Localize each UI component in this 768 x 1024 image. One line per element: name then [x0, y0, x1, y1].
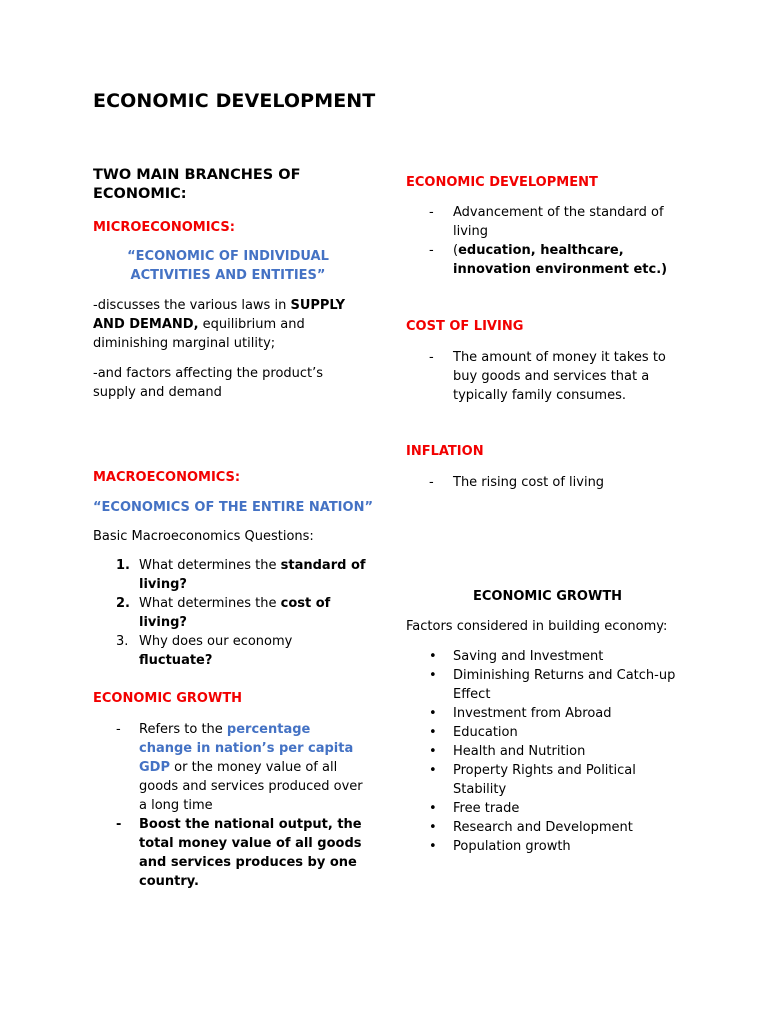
micro-paragraph-factors: -and factors affecting the product’s supply and demand [93, 366, 324, 400]
bullet-marker: • [429, 801, 437, 816]
question-text: What determines the [139, 558, 281, 573]
micro-p1-supply-demand: SUPPLY AND DEMAND, [93, 298, 346, 332]
development-item2-bold: education, healthcare, innovation environment etc.) [453, 243, 668, 277]
list-item [429, 241, 684, 279]
dash-marker: - [429, 205, 434, 220]
page-title: ECONOMIC DEVELOPMENT [93, 90, 376, 112]
macroeconomics-heading: MACROECONOMICS: [93, 470, 241, 485]
micro-p1-text-a: -discusses the various laws in [93, 298, 291, 313]
list-item [429, 647, 679, 666]
list-item [116, 632, 366, 670]
list-item [429, 799, 679, 818]
macro-questions-intro: Basic Macroeconomics Questions: [93, 529, 314, 544]
dash-marker: - [429, 243, 434, 258]
economic-development-heading: ECONOMIC DEVELOPMENT [406, 175, 598, 190]
development-item1: Advancement of the standard of living [453, 205, 664, 239]
list-item [116, 594, 366, 632]
inflation-item1: The rising cost of living [453, 475, 605, 490]
factor-text: Population growth [453, 839, 571, 854]
list-item [429, 203, 684, 241]
list-item [429, 723, 679, 742]
list-item [116, 720, 366, 815]
dash-marker: - [429, 475, 434, 490]
bullet-marker: • [429, 725, 437, 740]
question-text: What determines the [139, 596, 281, 611]
microeconomics-quote: “ECONOMIC OF INDIVIDUAL ACTIVITIES AND ENTITIES” [127, 249, 329, 283]
bullet-marker: • [429, 668, 437, 683]
bullet-marker: • [429, 763, 437, 778]
microeconomics-heading: MICROECONOMICS: [93, 220, 235, 235]
factor-text: Free trade [453, 801, 520, 816]
list-item [429, 818, 679, 837]
macroeconomics-quote: “ECONOMICS OF THE ENTIRE NATION” [93, 500, 373, 515]
bullet-marker: • [429, 839, 437, 854]
factors-list [429, 647, 679, 856]
list-number: 3. [116, 634, 129, 649]
bullet-marker: • [429, 706, 437, 721]
development-item2-paren: ( [453, 243, 459, 258]
macro-questions-list [116, 556, 366, 670]
bullet-marker: • [429, 820, 437, 835]
factor-text: Diminishing Returns and Catch-up Effect [453, 668, 676, 702]
list-item [116, 815, 366, 891]
development-list [429, 203, 684, 279]
list-item [429, 348, 669, 405]
factor-text: Education [453, 725, 518, 740]
factor-text: Investment from Abroad [453, 706, 612, 721]
inflation-list [429, 473, 679, 492]
factor-text: Health and Nutrition [453, 744, 586, 759]
dash-marker: - [429, 350, 434, 365]
cost-of-living-heading: COST OF LIVING [406, 319, 524, 334]
micro-paragraph-laws [93, 296, 365, 353]
economic-growth-heading-left: ECONOMIC GROWTH [93, 691, 243, 706]
branches-heading: TWO MAIN BRANCHES OF ECONOMIC: [93, 167, 301, 202]
list-item [429, 742, 679, 761]
cost-of-living-list [429, 348, 669, 405]
growth-item2-text: Boost the national output, the total money value of all goods and services produces by one country. [139, 817, 362, 889]
list-number: 2. [116, 596, 130, 611]
question-bold: cost of living? [139, 596, 331, 630]
dash-marker: - [116, 817, 122, 832]
list-item [429, 761, 679, 799]
list-item [429, 666, 679, 704]
question-bold: standard of living? [139, 558, 366, 592]
factors-intro: Factors considered in building economy: [406, 619, 668, 634]
list-item [429, 473, 679, 492]
micro-p1-text-c: equilibrium and diminishing marginal utility; [93, 317, 305, 351]
inflation-heading: INFLATION [406, 444, 484, 459]
question-bold: fluctuate? [139, 653, 213, 668]
question-text: Why does our economy [139, 634, 293, 649]
growth-definition-list [116, 720, 366, 891]
list-item [429, 837, 679, 856]
factor-text: Saving and Investment [453, 649, 604, 664]
list-number: 1. [116, 558, 130, 573]
cost-item1: The amount of money it takes to buy goods and services that a typically family consumes. [453, 350, 666, 403]
dash-marker: - [116, 722, 121, 737]
growth-item1-text-c: or the money value of all goods and services produced over a long time [139, 760, 363, 813]
factor-text: Property Rights and Political Stability [453, 763, 636, 797]
list-item [116, 556, 366, 594]
bullet-marker: • [429, 649, 437, 664]
growth-item1-text-a: Refers to the [139, 722, 227, 737]
economic-growth-heading-right: ECONOMIC GROWTH [473, 589, 623, 604]
bullet-marker: • [429, 744, 437, 759]
factor-text: Research and Development [453, 820, 633, 835]
growth-item1-gdp: percentage change in nation’s per capita GDP [139, 722, 354, 775]
list-item [429, 704, 679, 723]
